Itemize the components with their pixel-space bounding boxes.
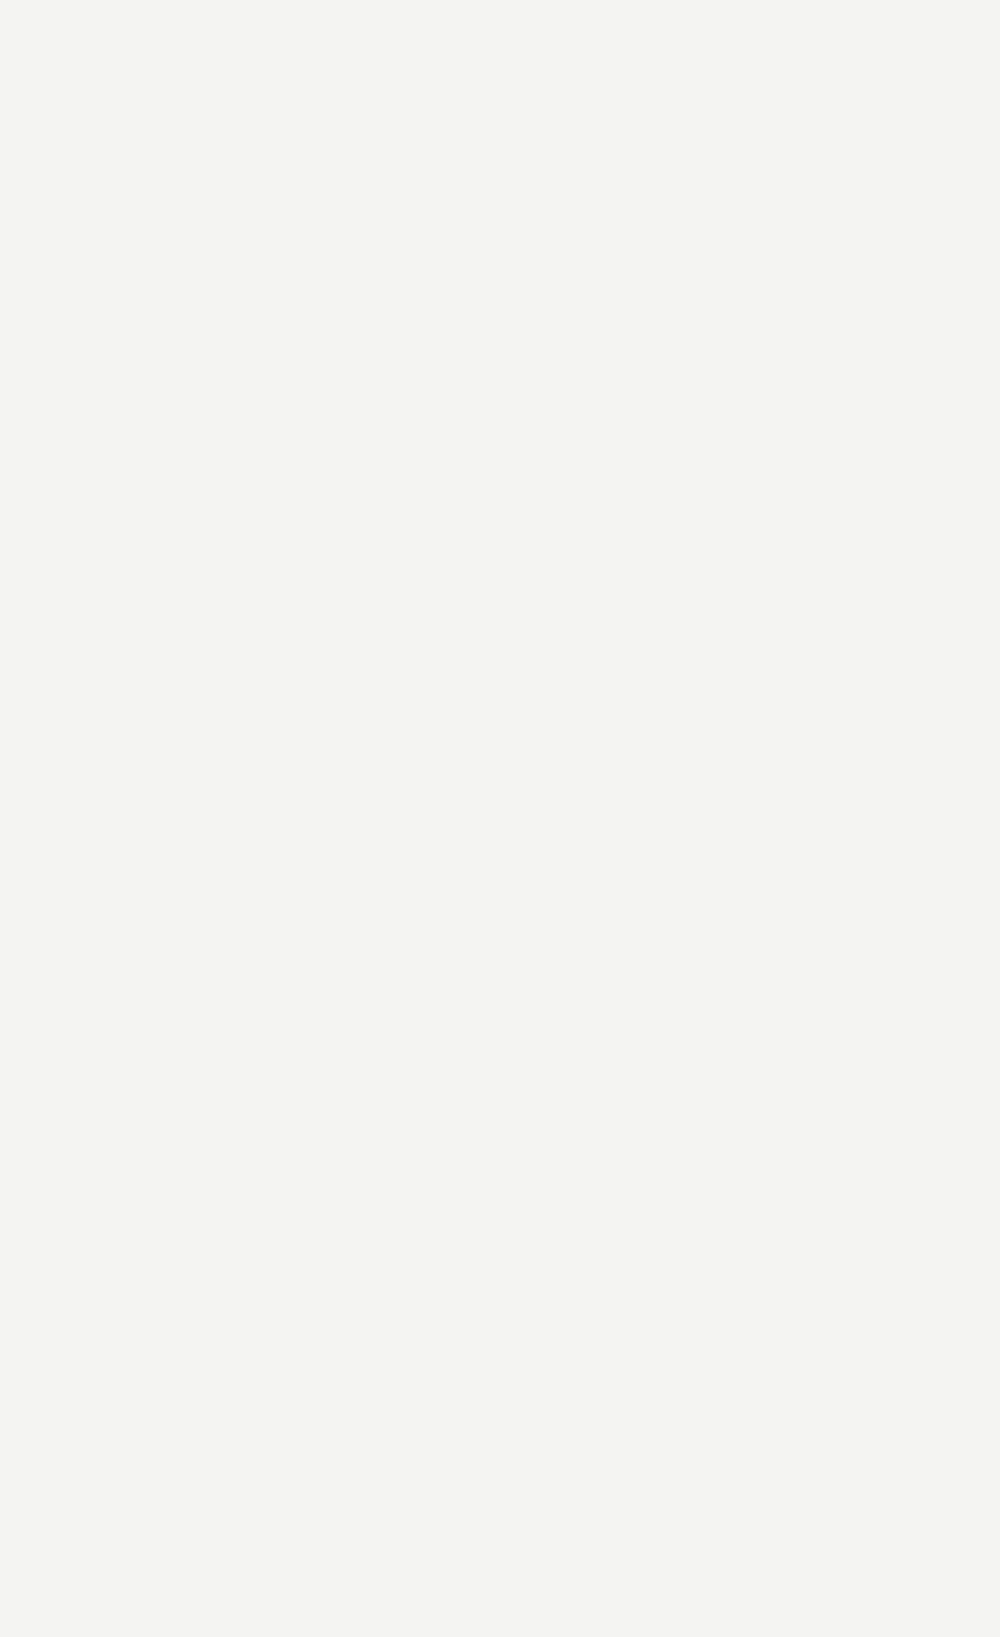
site-logo — [802, 1549, 972, 1627]
